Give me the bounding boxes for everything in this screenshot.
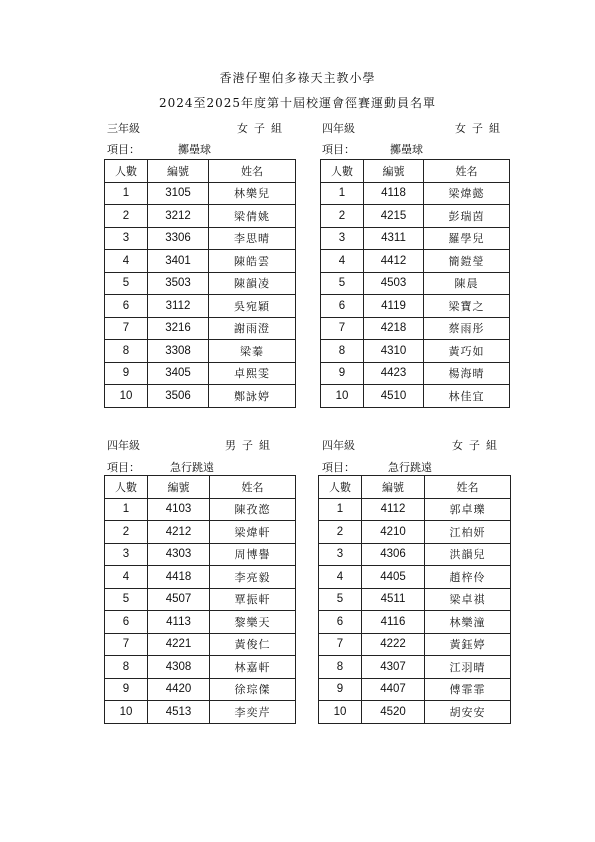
column-header-code: 編號 — [362, 476, 425, 499]
student-name: 覃振軒 — [210, 588, 296, 611]
row-number: 8 — [105, 340, 148, 363]
event-name: 擲壘球 — [178, 143, 211, 156]
table-row — [105, 678, 296, 701]
table-row — [321, 385, 510, 408]
table-row — [105, 227, 296, 250]
student-name: 簡鎧瑩 — [424, 250, 510, 273]
row-number: 6 — [105, 611, 148, 634]
student-name: 謝雨澄 — [209, 317, 296, 340]
student-code: 4221 — [148, 633, 210, 656]
table-row — [321, 182, 510, 205]
row-number: 2 — [105, 205, 148, 228]
row-number: 7 — [105, 317, 148, 340]
student-code: 4218 — [364, 317, 424, 340]
student-name: 徐琮傑 — [210, 678, 296, 701]
column-header-count: 人數 — [105, 160, 148, 183]
table-row — [105, 521, 296, 544]
column-header-name: 姓名 — [424, 160, 510, 183]
grade-label: 四年級 — [322, 439, 355, 452]
table-row — [321, 250, 510, 273]
table-row — [105, 656, 296, 679]
student-name: 陳孜滺 — [210, 498, 296, 521]
student-name: 鄭詠婷 — [209, 385, 296, 408]
table-row — [319, 543, 511, 566]
column-header-code: 編號 — [148, 160, 209, 183]
event-label: 項目： — [107, 143, 140, 156]
student-code: 4116 — [362, 611, 425, 634]
student-name: 梁煒軒 — [210, 521, 296, 544]
roster-table — [104, 475, 296, 724]
table-row — [105, 340, 296, 363]
student-name: 胡安安 — [425, 701, 511, 724]
student-code: 4303 — [148, 543, 210, 566]
student-code: 4503 — [364, 272, 424, 295]
table-row — [105, 385, 296, 408]
table-row — [105, 205, 296, 228]
table-header-row — [319, 476, 511, 499]
student-name: 傅霏霏 — [425, 678, 511, 701]
student-name: 楊海晴 — [424, 362, 510, 385]
student-name: 林佳宜 — [424, 385, 510, 408]
table-row — [105, 701, 296, 724]
student-code: 4210 — [362, 521, 425, 544]
row-number: 5 — [319, 588, 362, 611]
table-row — [105, 182, 296, 205]
student-name: 陳晨 — [424, 272, 510, 295]
row-number: 6 — [319, 611, 362, 634]
student-code: 4310 — [364, 340, 424, 363]
row-number: 4 — [105, 250, 148, 273]
table-row — [319, 656, 511, 679]
grade-label: 四年級 — [322, 122, 355, 135]
table-row — [105, 611, 296, 634]
student-code: 4520 — [362, 701, 425, 724]
student-name: 陳韻凌 — [209, 272, 296, 295]
event-name: 急行跳遠 — [170, 461, 214, 474]
row-number: 1 — [105, 182, 148, 205]
table-row — [105, 272, 296, 295]
event-label: 項目： — [107, 461, 140, 474]
student-code: 4119 — [364, 295, 424, 318]
student-code: 4212 — [148, 521, 210, 544]
table-row — [321, 340, 510, 363]
row-number: 4 — [319, 566, 362, 589]
student-code: 3216 — [148, 317, 209, 340]
group-label: 女子組 — [455, 122, 506, 135]
table-row — [105, 566, 296, 589]
row-number: 7 — [105, 633, 148, 656]
table-row — [321, 205, 510, 228]
table-row — [319, 611, 511, 634]
table-row — [319, 588, 511, 611]
column-header-name: 姓名 — [425, 476, 511, 499]
table-row — [321, 295, 510, 318]
column-header-name: 姓名 — [210, 476, 296, 499]
table-row — [105, 588, 296, 611]
row-number: 9 — [319, 678, 362, 701]
student-code: 3405 — [148, 362, 209, 385]
student-name: 黃巧如 — [424, 340, 510, 363]
row-number: 2 — [319, 521, 362, 544]
student-name: 陳皓雲 — [209, 250, 296, 273]
document-subtitle: 2024至2025年度第十屆校運會徑賽運動員名單 — [158, 96, 437, 110]
row-number: 10 — [319, 701, 362, 724]
table-row — [319, 498, 511, 521]
table-header-row — [105, 160, 296, 183]
roster-table — [320, 159, 510, 408]
student-code: 4215 — [364, 205, 424, 228]
student-name: 梁蓁 — [209, 340, 296, 363]
row-number: 9 — [321, 362, 364, 385]
column-header-count: 人數 — [321, 160, 364, 183]
row-number: 4 — [321, 250, 364, 273]
student-code: 4407 — [362, 678, 425, 701]
row-number: 5 — [105, 588, 148, 611]
row-number: 6 — [105, 295, 148, 318]
table-row — [319, 701, 511, 724]
row-number: 7 — [319, 633, 362, 656]
student-code: 4222 — [362, 633, 425, 656]
student-name: 江柏妍 — [425, 521, 511, 544]
student-code: 4113 — [148, 611, 210, 634]
student-name: 林樂兒 — [209, 182, 296, 205]
student-code: 3112 — [148, 295, 209, 318]
row-number: 10 — [105, 385, 148, 408]
table-row — [319, 566, 511, 589]
student-code: 3105 — [148, 182, 209, 205]
student-name: 卓熙雯 — [209, 362, 296, 385]
table-row — [321, 317, 510, 340]
student-name: 黎樂天 — [210, 611, 296, 634]
grade-label: 四年級 — [107, 439, 140, 452]
table-row — [105, 317, 296, 340]
school-name: 香港仔聖伯多祿天主教小學 — [219, 71, 376, 85]
row-number: 5 — [105, 272, 148, 295]
student-name: 林樂潼 — [425, 611, 511, 634]
row-number: 8 — [319, 656, 362, 679]
student-code: 4511 — [362, 588, 425, 611]
event-label: 項目： — [322, 143, 355, 156]
row-number: 4 — [105, 566, 148, 589]
row-number: 3 — [105, 543, 148, 566]
student-code: 4405 — [362, 566, 425, 589]
table-row — [105, 633, 296, 656]
table-header-row — [105, 476, 296, 499]
group-label: 女子組 — [452, 439, 503, 452]
row-number: 1 — [321, 182, 364, 205]
student-code: 4412 — [364, 250, 424, 273]
table-row — [321, 227, 510, 250]
student-name: 江羽晴 — [425, 656, 511, 679]
student-code: 3401 — [148, 250, 209, 273]
group-label: 女子組 — [237, 122, 288, 135]
row-number: 3 — [321, 227, 364, 250]
row-number: 6 — [321, 295, 364, 318]
student-code: 4306 — [362, 543, 425, 566]
event-name: 擲壘球 — [390, 143, 423, 156]
group-label: 男子組 — [225, 439, 276, 452]
student-name: 黃俊仁 — [210, 633, 296, 656]
student-code: 4420 — [148, 678, 210, 701]
table-row — [105, 295, 296, 318]
student-code: 4308 — [148, 656, 210, 679]
table-row — [105, 362, 296, 385]
event-label: 項目： — [322, 461, 355, 474]
table-row — [321, 272, 510, 295]
student-code: 4510 — [364, 385, 424, 408]
student-name: 吳宛穎 — [209, 295, 296, 318]
student-name: 李奕芹 — [210, 701, 296, 724]
table-row — [105, 498, 296, 521]
student-name: 梁卓祺 — [425, 588, 511, 611]
column-header-count: 人數 — [319, 476, 362, 499]
student-code: 4311 — [364, 227, 424, 250]
roster-table — [104, 159, 296, 408]
row-number: 8 — [105, 656, 148, 679]
student-name: 黃鈺婷 — [425, 633, 511, 656]
student-name: 郭卓瓅 — [425, 498, 511, 521]
student-code: 4112 — [362, 498, 425, 521]
student-name: 梁煒懿 — [424, 182, 510, 205]
table-header-row — [321, 160, 510, 183]
row-number: 8 — [321, 340, 364, 363]
row-number: 7 — [321, 317, 364, 340]
table-row — [319, 678, 511, 701]
student-code: 3212 — [148, 205, 209, 228]
column-header-code: 編號 — [148, 476, 210, 499]
row-number: 1 — [105, 498, 148, 521]
student-code: 4418 — [148, 566, 210, 589]
row-number: 2 — [321, 205, 364, 228]
student-name: 李思晴 — [209, 227, 296, 250]
row-number: 5 — [321, 272, 364, 295]
student-name: 蔡雨彤 — [424, 317, 510, 340]
table-row — [321, 362, 510, 385]
column-header-code: 編號 — [364, 160, 424, 183]
student-name: 李亮毅 — [210, 566, 296, 589]
roster-table — [318, 475, 511, 724]
row-number: 3 — [319, 543, 362, 566]
student-name: 彭瑞茵 — [424, 205, 510, 228]
student-name: 趙梓伶 — [425, 566, 511, 589]
student-code: 4307 — [362, 656, 425, 679]
row-number: 10 — [105, 701, 148, 724]
column-header-count: 人數 — [105, 476, 148, 499]
table-row — [319, 633, 511, 656]
student-name: 梁寶之 — [424, 295, 510, 318]
table-row — [105, 250, 296, 273]
student-code: 4423 — [364, 362, 424, 385]
student-code: 4507 — [148, 588, 210, 611]
student-name: 周博譽 — [210, 543, 296, 566]
row-number: 10 — [321, 385, 364, 408]
row-number: 1 — [319, 498, 362, 521]
column-header-name: 姓名 — [209, 160, 296, 183]
student-name: 林嘉軒 — [210, 656, 296, 679]
event-name: 急行跳遠 — [388, 461, 432, 474]
student-code: 3503 — [148, 272, 209, 295]
row-number: 2 — [105, 521, 148, 544]
student-code: 4118 — [364, 182, 424, 205]
student-code: 3506 — [148, 385, 209, 408]
student-code: 4513 — [148, 701, 210, 724]
row-number: 3 — [105, 227, 148, 250]
table-row — [319, 521, 511, 544]
row-number: 9 — [105, 362, 148, 385]
student-code: 3306 — [148, 227, 209, 250]
student-name: 洪韻兒 — [425, 543, 511, 566]
student-code: 4103 — [148, 498, 210, 521]
student-name: 羅學兒 — [424, 227, 510, 250]
row-number: 9 — [105, 678, 148, 701]
grade-label: 三年級 — [107, 122, 140, 135]
student-name: 梁倩姚 — [209, 205, 296, 228]
table-row — [105, 543, 296, 566]
student-code: 3308 — [148, 340, 209, 363]
